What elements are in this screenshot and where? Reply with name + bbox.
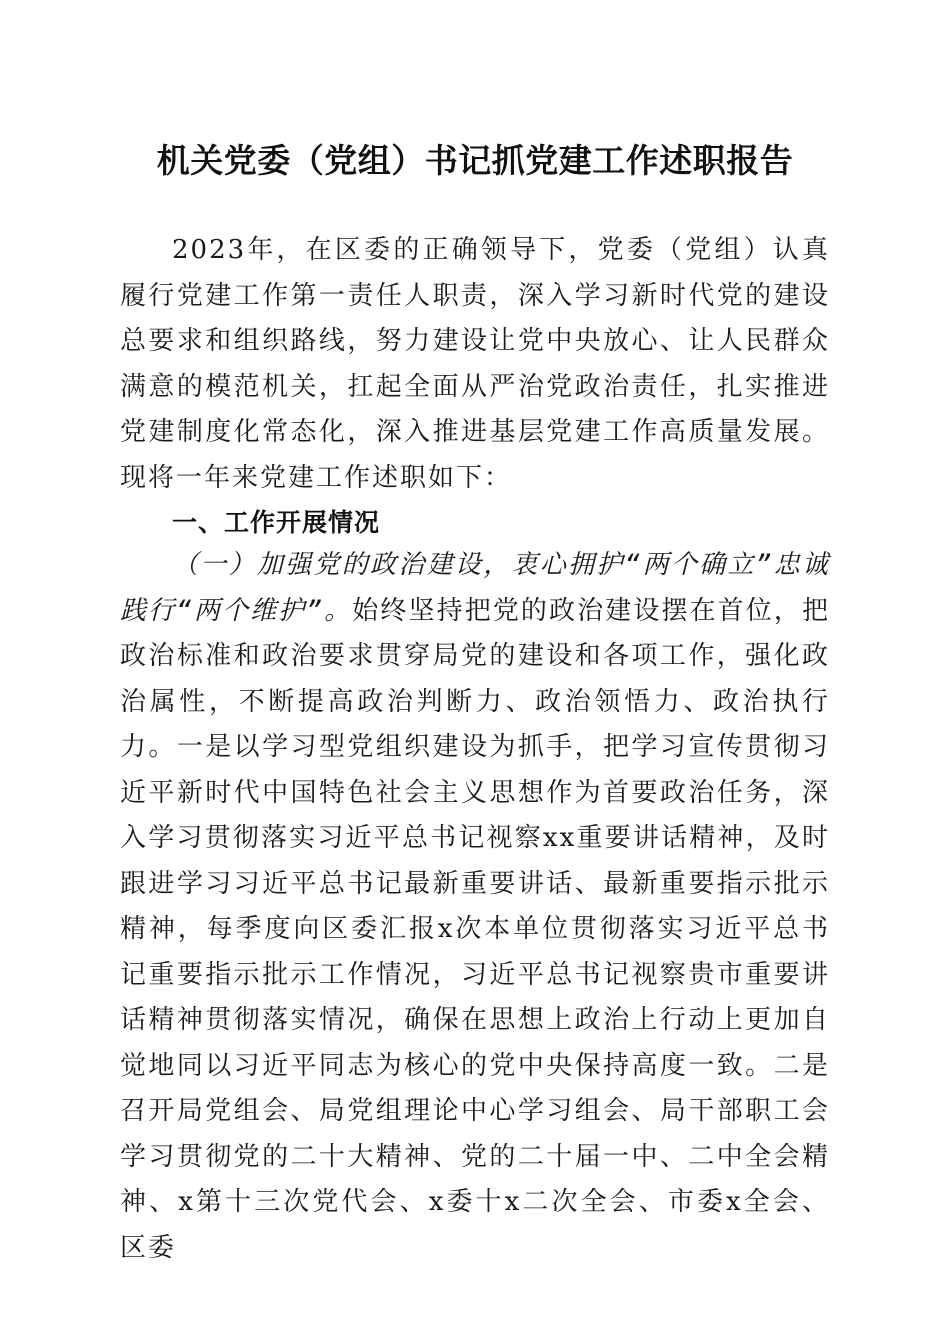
subsection-paragraph-political-construction	[120, 543, 830, 1271]
subsection-heading: （一）加强党的政治建设，衷心拥护“两个确立”忠诚践行“两个维护”。	[120, 550, 830, 626]
section-heading-work-progress: 一、工作开展情况	[172, 508, 381, 537]
intro-paragraph: 2023年，在区委的正确领导下，党委（党组）认真履行党建工作第一责任人职责，深入学习新时代党的建设总要求和组织路线，努力建设让党中央放心、让人民群众满意的模范机关，扛起全面从严治党政治责任，扎实推进党建制度化常态化，深入推进基层党建工作高质量发展。现将一年来党建工作述职如下：	[120, 235, 830, 493]
subsection-body: 始终坚持把党的政治建设摆在首位，把政治标准和政治要求贯穿局党的建设和各项工作，强化政治属性，不断提高政治判断力、政治领悟力、政治执行力。一是以学习型党组织建设为抓手，把学习宣传贯彻习近平新时代中国特色社会主义思想作为首要政治任务，深入学习贯彻落实习近平总书记视察xx重要讲话精神，及时跟进学习习近平总书记最新重要讲话、最新重要指示批示精神，每季度向区委汇报x次本单位贯彻落实习近平总书记重要指示批示工作情况，习近平总书记视察贵市重要讲话精神贯彻落实情况，确保在思想上政治上行动上更加自觉地同以习近平同志为核心的党中央保持高度一致。二是召开局党组会、局党组理论中心学习组会、局干部职工会学习贯彻党的二十大精神、党的二十届一中、二中全会精神、x第十三次党代会、x委十x二次全会、市委x全会、区委	[120, 595, 830, 1263]
document-title: 机关党委（党组）书记抓党建工作述职报告	[156, 141, 794, 180]
